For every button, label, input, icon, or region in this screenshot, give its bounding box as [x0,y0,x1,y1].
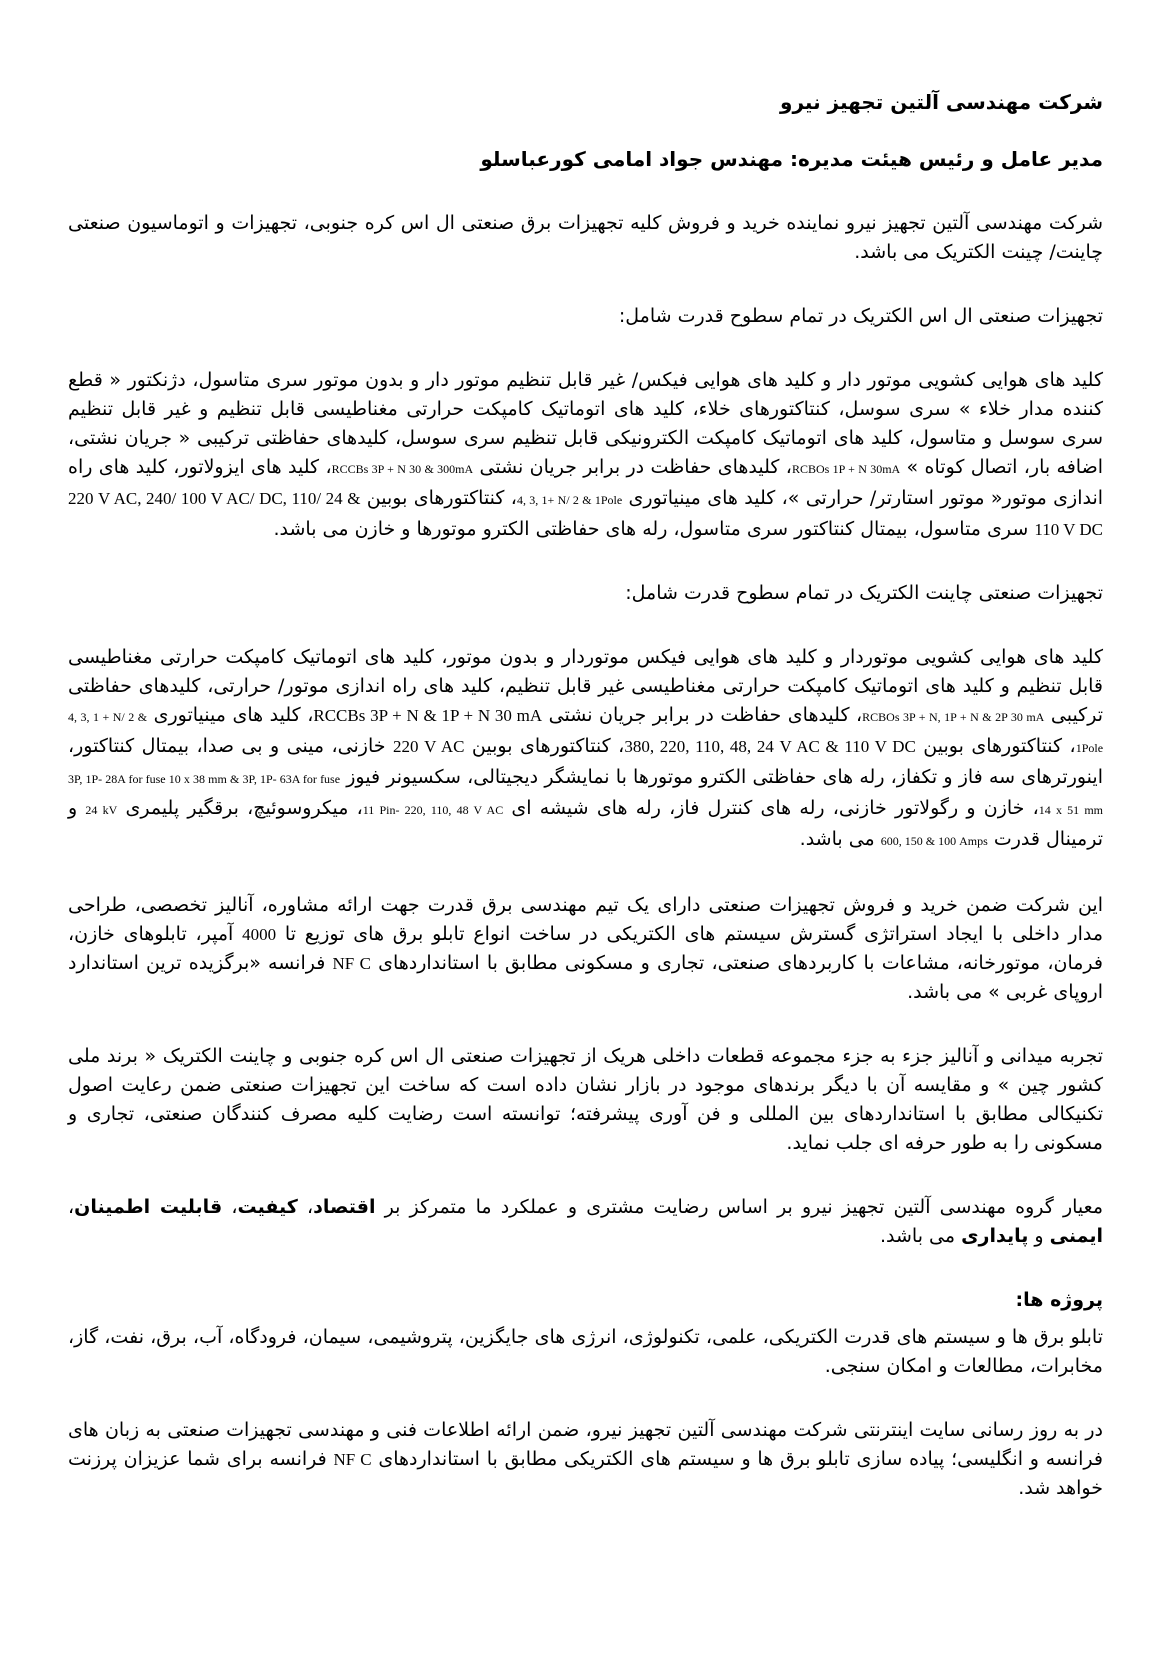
standard-name: NF C [332,954,371,973]
text-run: فرانسه برای شما عزیزان پرزنت خواهد شد. [68,1448,1103,1499]
text-run: ، کلید های ایزولاتور، کلید های راه اندازی موتور« موتور استارتر/ حرارتی »، کلید های مینیاتوری [68,456,1104,509]
company-title: شرکت مهندسی آلتین تجهیز نیرو [780,90,1103,114]
chint-equipment-heading: تجهیزات صنعتی چاینت الکتریک در تمام سطوح قدرت شامل: [625,582,1103,604]
rcbo-spec: RCBOs 1P + N 30mA [791,462,901,476]
criterion-reliability: قابلیت اطمینان [74,1196,223,1218]
coil-spec: 220 V AC [392,737,465,756]
amp-rating: 4000 [242,925,277,944]
text-run: فرانسه «برگزیده ترین استاندارد اروپای غربی » می باشد. [68,952,1103,1003]
text-run: ، کنتاکتورهای بوبین [360,487,517,509]
text-run: ، کلید های مینیاتوری [147,704,314,726]
text-run: ، کلیدهای حفاظت در برابر جریان نشتی [542,704,863,726]
text-run: آمپر، تابلوهای خازن، فرمان، موتورخانه، مشاعات با کاربردهای صنعتی، تجاری و مسکونی مطابق با استانداردهای [68,923,1103,974]
criterion-quality: کیفیت [237,1196,298,1218]
experience-paragraph: تجربه میدانی و آنالیز جزء به جزء مجموعه قطعات داخلی هریک از تجهیزات صنعتی ال اس کره جنوبی و چاینت الکتریک « برند ملی کشور چین » و مقایسه آن با دیگر برندهای موجود در بازار نشان داده است که ساخت این تجهیزات صنعتی ضمن رعایت اصول تکنیکالی مطابق با استانداردهای بین المللی و فن آوری پیشرفته؛ توانسته است رضایت کلیه مصرف کنندگان صنعتی، تجاری و مسکونی را به طور حرفه ای جلب نماید. [68,1045,1103,1154]
criteria-paragraph [68,1193,1103,1251]
website-paragraph [68,1416,1103,1503]
rccb-spec: RCCBs 3P + N 30 & 300mA [331,462,474,476]
text-run: کلید های هوایی کشویی موتور دار و کلید های هوایی فیکس/ غیر قابل تنظیم موتور دار و بدون موتور سری متاسول، دژنکتور « قطع کننده مدار خلاء » سری سوسل، کنتاکتورهای خلاء، کلید های اتوماتیک کامپکت حرارتی مغناطیسی قابل تنظیم و غیر قابل تنظیم سری سوسل و متاسول، کلید های اتوماتیک کامپکت الکترونیکی قابل تنظیم سری سوسل، کلیدهای حفاظتی ترکیبی « جریان نشتی، اضافه بار، اتصال کوتاه » [68,369,1103,478]
document-page [68,88,1103,1538]
mcb-spec: 4, 3, 1+ N/ 2 & 1Pole [516,493,623,507]
mcb-spec: 4, 3, 1 + N/ 2 & 1Pole [68,710,1104,755]
projects-paragraph: تابلو برق ها و سیستم های قدرت الکتریکی، علمی، تکنولوژی، انرژی های جایگزین، پتروشیمی، سیمان، فرودگاه، آب، برق، نفت، گاز، مخابرات، مطالعات و امکان سنجی. [68,1326,1103,1377]
text-run: معیار گروه مهندسی آلتین تجهیز نیرو بر اساس رضایت مشتری و عملکرد ما متمرکز بر [375,1196,1104,1218]
text-run: می باشد. [799,828,881,850]
separator: ، [297,1196,314,1218]
text-run: این شرکت ضمن خرید و فروش تجهیزات صنعتی دارای یک تیم مهندسی برق قدرت جهت ارائه مشاوره، آنالیز تخصصی، طراحی مدار داخلی با ایجاد استراتژی گسترش سیستم های الکتریکی در ساخت انواع تابلو برق های توزیع تا [68,894,1103,945]
criterion-safety: ایمنی [1049,1225,1103,1247]
separator: ، [68,1196,75,1218]
text-run: می باشد. [880,1225,962,1247]
ls-equipment-paragraph [68,366,1103,544]
text-run: ، میکروسوئیچ، برقگیر پلیمری [117,797,363,819]
text-run: خازنی، مینی و بی صدا، بیمتال کنتاکتور، اینورترهای سه فاز و تکفاز، رله های حفاظتی الکترو موتورها با نمایشگر دیجیتالی، سکسیونر فیوز [68,735,1103,788]
ls-equipment-heading: تجهیزات صنعتی ال اس الکتریک در تمام سطوح قدرت شامل: [618,305,1103,327]
rccb-spec: RCCBs 3P + N & 1P + N 30 mA [313,706,543,725]
rcbo-spec: RCBOs 3P + N, 1P + N & 2P 30 mA [862,710,1045,724]
ceo-line: مدیر عامل و رئیس هیئت مدیره: مهندس جواد امامی کورعباسلو [480,147,1103,171]
text-run: ، کنتاکتورهای بوبین [915,735,1076,757]
separator: و [1028,1225,1050,1247]
coil-spec: 220 V AC, 240/ 100 V AC/ DC, 110/ 24 & 110 V DC [68,489,1103,539]
separator: ، [222,1196,238,1218]
amps-spec: 600, 150 & 100 Amps [880,834,988,848]
relay-spec: 11 Pin- 220, 110, 48 V AC [362,803,504,817]
projects-heading: پروژه ها: [1015,1289,1103,1311]
text-run: در به روز رسانی سایت اینترنتی شرکت مهندسی آلتین تجهیز نیرو، ضمن ارائه اطلاعات فنی و مهندسی تجهیزات صنعتی به زبان های فرانسه و انگلیسی؛ پیاده سازی تابلو برق ها و سیستم های الکتریکی مطابق با استانداردهای [68,1419,1103,1470]
text-run: کلید های هوایی کشویی موتوردار و کلید های هوایی فیکس موتوردار و بدون موتور، کلید های اتوماتیک کامپکت حرارتی مغناطیسی قابل تنظیم و کلید های اتوماتیک کامپکت حرارتی مغناطیسی غیر قابل تنظیم، کلید های راه اندازی موتور/ حرارتی، کلیدهای حفاظتی ترکیبی [68,646,1103,726]
text-run: و ترمینال قدرت [68,797,1103,850]
criterion-sustainability: پایداری [961,1225,1029,1247]
text-run: ، کلیدهای حفاظت در برابر جریان نشتی [473,456,792,478]
text-run: ، کنتاکتورهای بوبین [464,735,625,757]
services-paragraph [68,891,1103,1007]
chint-equipment-paragraph [68,643,1103,856]
voltage-spec: 24 kV [85,803,118,817]
text-run: ، خازن و رگولاتور خازنی، رله های کنترل فاز، رله های شیشه ای [503,797,1039,819]
coil-spec: 380, 220, 110, 48, 24 V AC & 110 V DC [624,737,916,756]
fuse-spec: 3P, 1P- 28A for fuse 10 x 38 mm & 3P, 1P- 63A for fuse 14 x 51 mm [68,772,1104,817]
text-run: سری متاسول، بیمتال کنتاکتور سری متاسول، رله های حفاظتی الکترو موتورها و خازن می باشد. [273,518,1035,540]
criterion-economy: اقتصاد [313,1196,376,1218]
intro-paragraph: شرکت مهندسی آلتین تجهیز نیرو نماینده خرید و فروش کلیه تجهیزات برق صنعتی ال اس کره جنوبی، تجهیزات و اتوماسیون صنعتی چاینت/ چینت الکتریک می باشد. [68,212,1103,263]
standard-name: NF C [333,1450,372,1469]
